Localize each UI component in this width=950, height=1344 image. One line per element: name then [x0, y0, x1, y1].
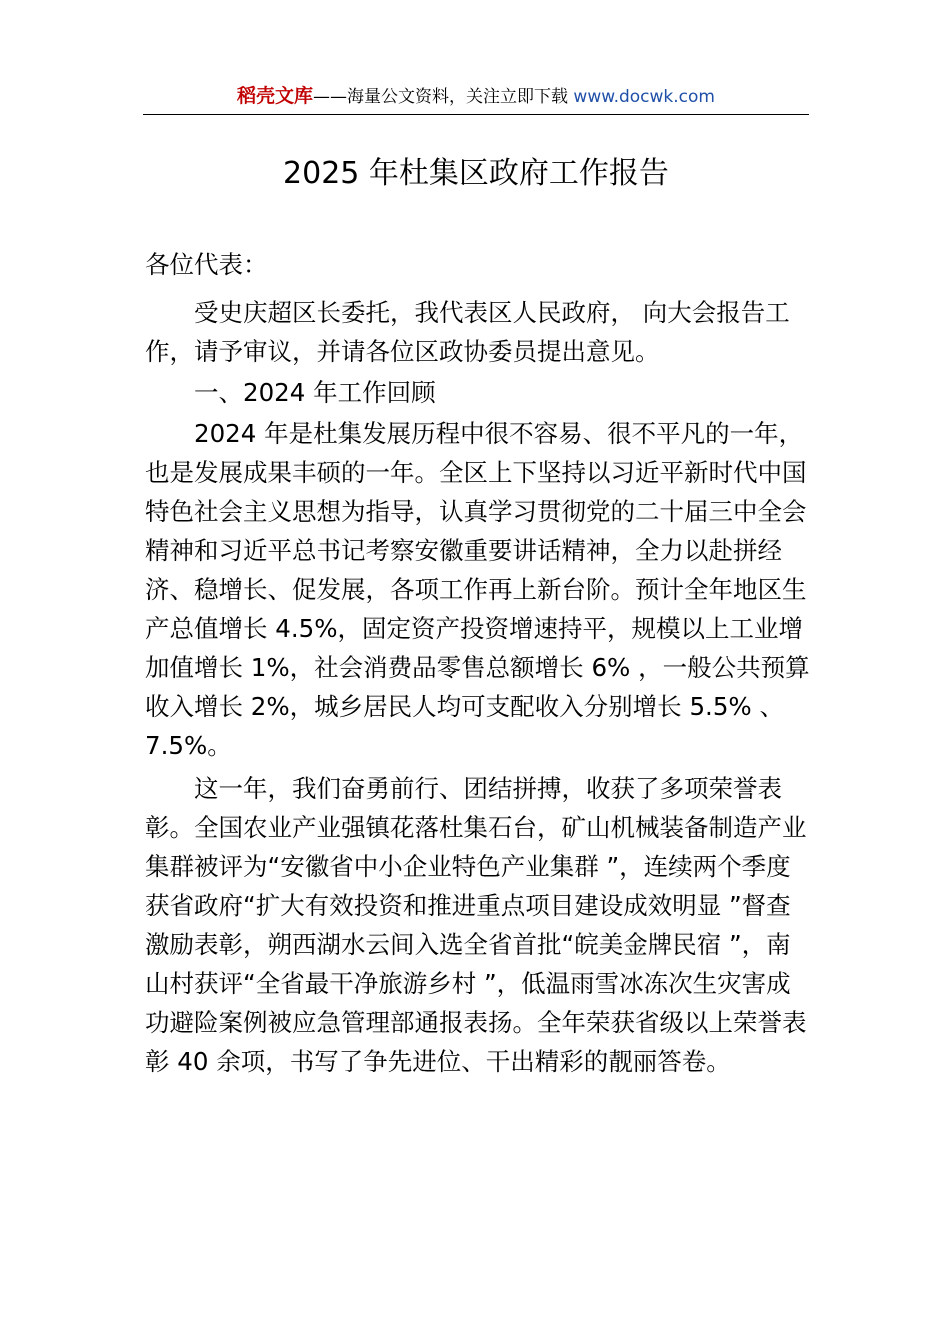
document-title: 2025 年杜集区政府工作报告 — [283, 156, 669, 191]
section-heading: 一、2024 年工作回顾 — [194, 378, 436, 407]
brand-name: 稻壳文库 — [237, 85, 314, 107]
honors-paragraph: 这一年，我们奋勇前行、团结拼搏，收获了多项荣誉表彰。全国农业产业强镇花落杜集石台，矿山机械装备制造产业集群被评为“安徽省中小企业特色产业集群 ”，连续两个季度获省政府“扩大有效投资和推进重点项目建设成效明显 ”督查激励表彰，朔西湖水云间入选全省首批“皖美金牌民宿 ”，南山村获评“全省最干净旅游乡村 ”，低温雨雪冰冻次生灾害成功避险案例被应急管理部通报表扬。全年荣获省级以上荣誉表彰 40 余项，书写了争先进位、干出精彩的靓丽答卷。 — [145, 774, 807, 1076]
page-header — [143, 84, 809, 109]
intro-paragraph: 受史庆超区长委托，我代表区人民政府， 向大会报告工 作，请予审议，并请各位区政协委员提出意见。 — [145, 298, 790, 366]
salutation: 各位代表： — [145, 250, 268, 279]
review-paragraph: 2024 年是杜集发展历程中很不容易、很不平凡的一年，也是发展成果丰硕的一年。全区上下坚持以习近平新时代中国特色社会主义思想为指导，认真学习贯彻党的二十届三中全会精神和习近平总书记考察安徽重要讲话精神，全力以赴拼经济、稳增长、促发展，各项工作再上新台阶。预计全年地区生产总值增长 4.5%，固定资产投资增速持平，规模以上工业增加值增长 1%，社会消费品零售总额增长 6% ，一般公共预算收入增长 2%，城乡居民人均可支配收入分别增长 5.5% 、7.5%。 — [145, 419, 810, 760]
header-divider — [143, 114, 809, 115]
document-body — [145, 245, 815, 1081]
header-tagline: ——海量公文资料，关注立即下载 — [313, 87, 574, 107]
website-link[interactable]: www.docwk.com — [573, 87, 715, 107]
